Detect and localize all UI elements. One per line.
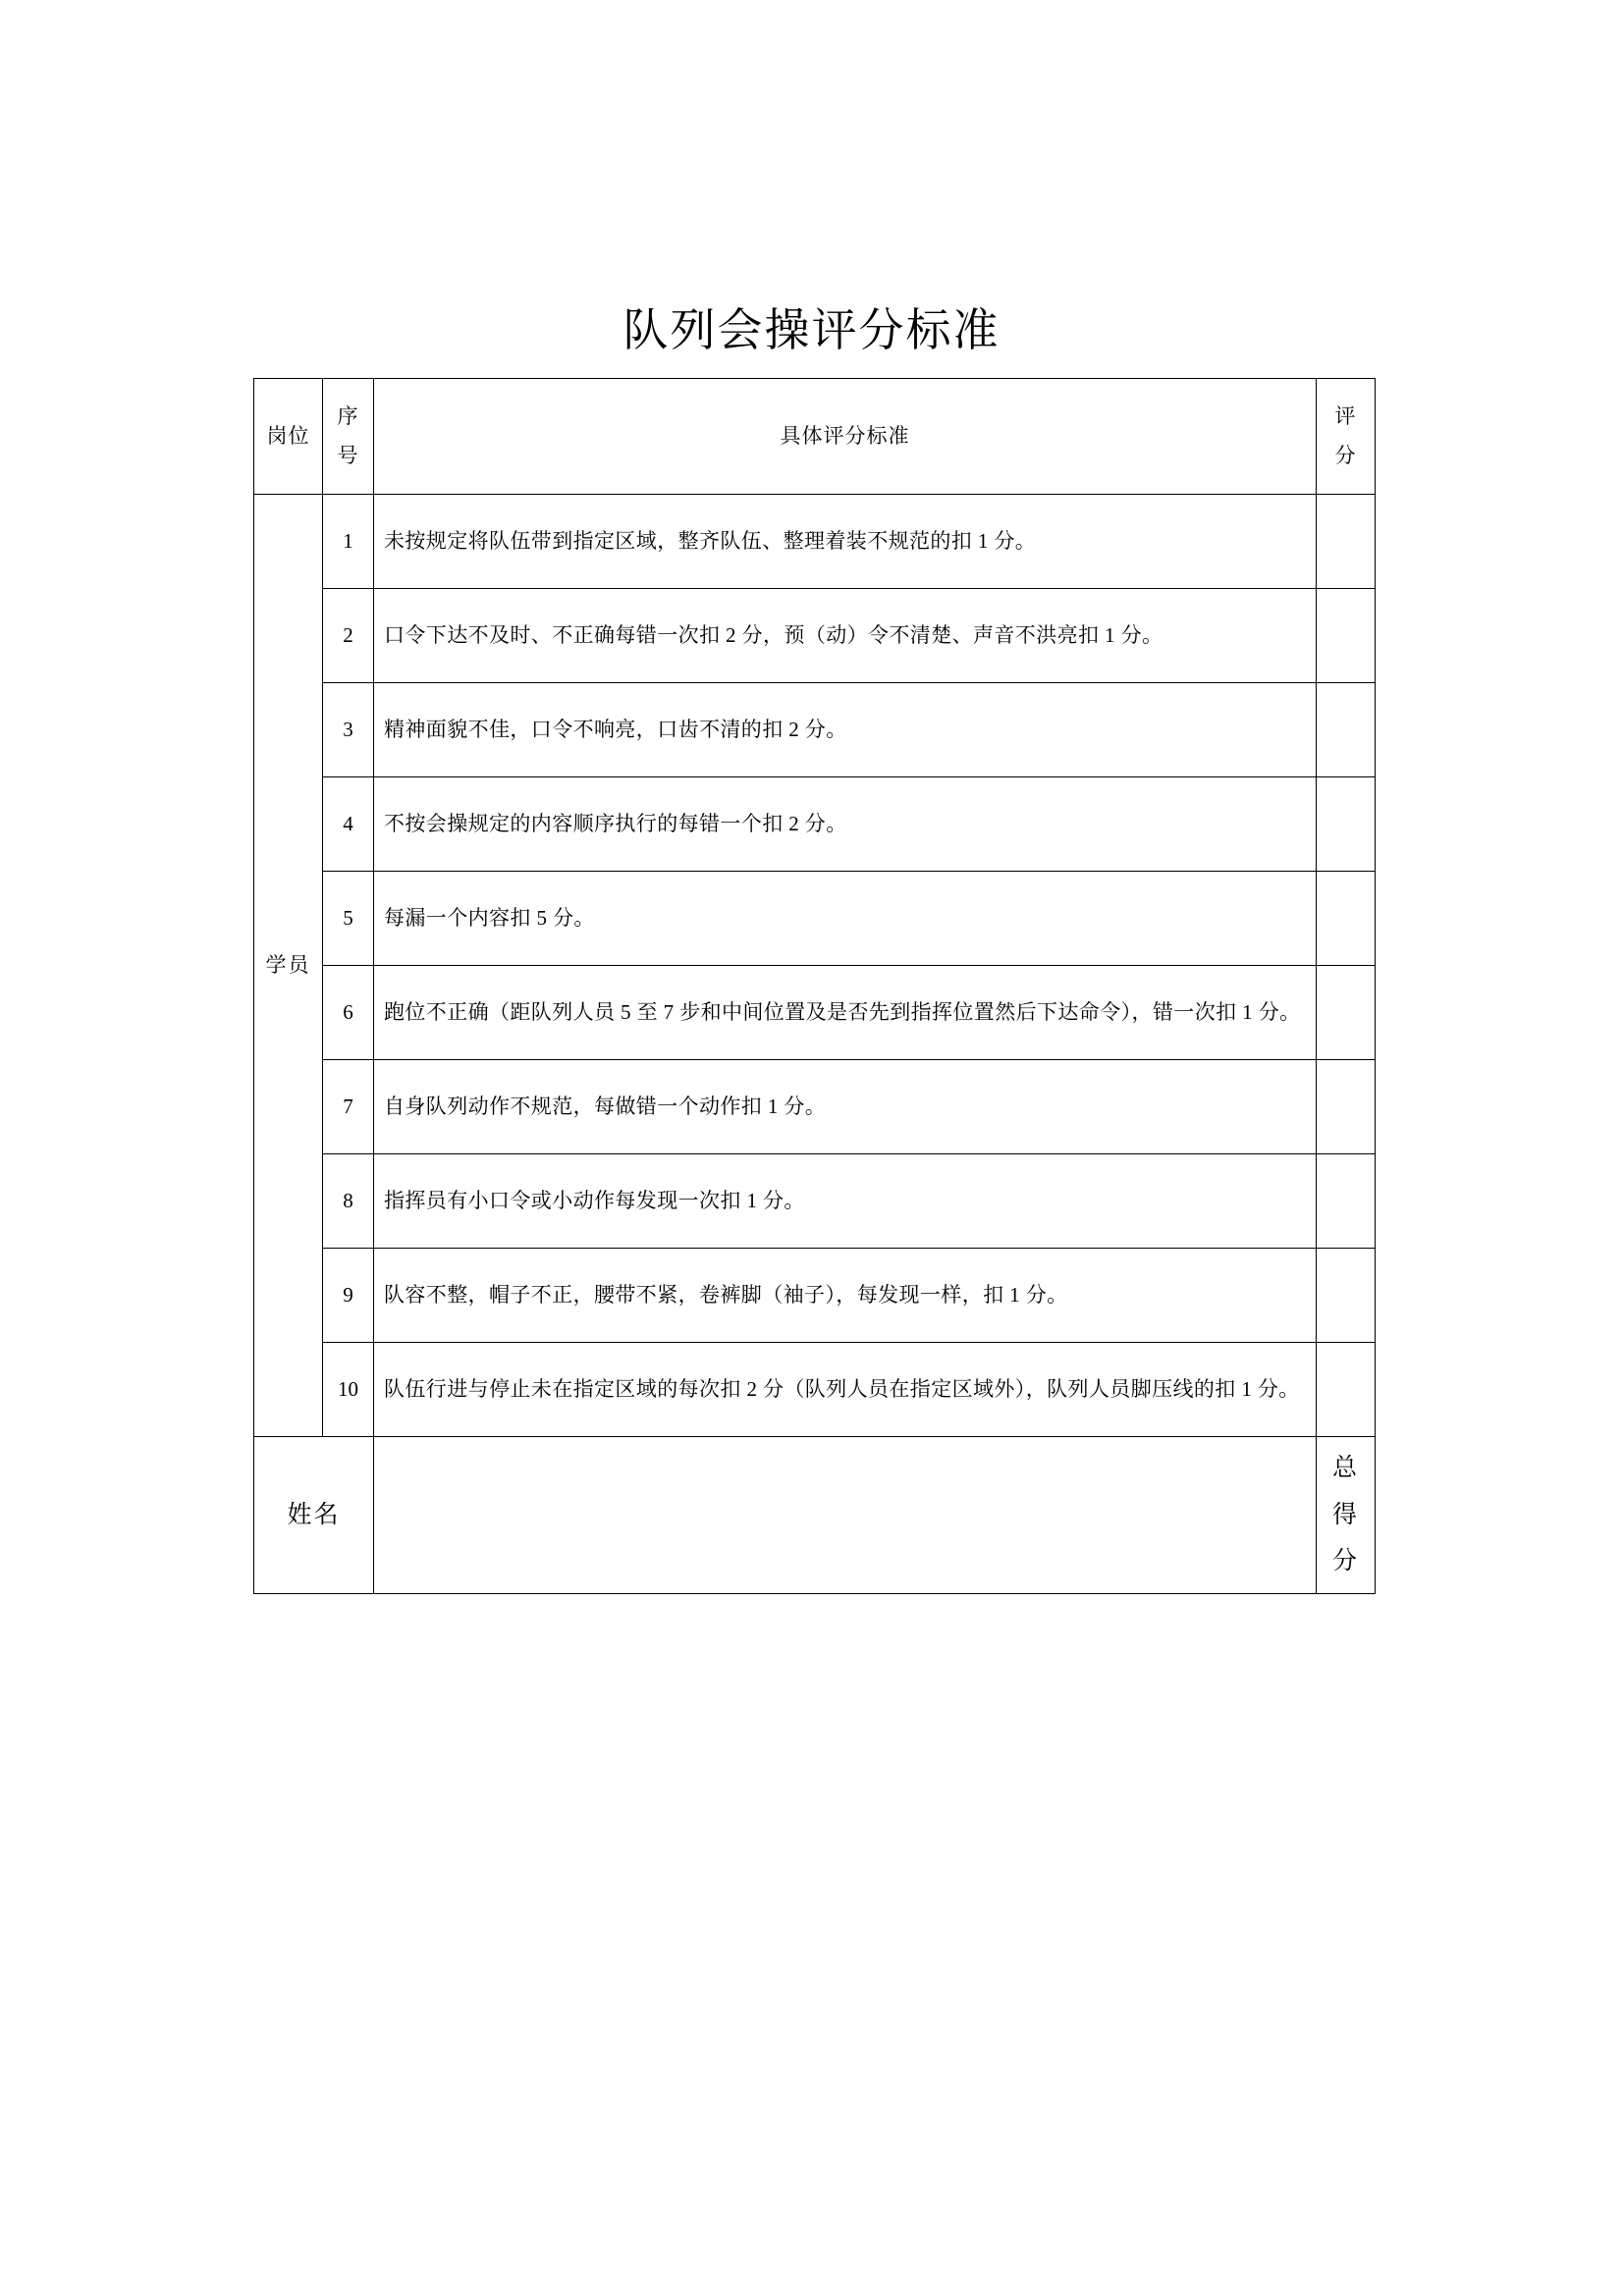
table-row: [254, 683, 1376, 777]
total-label: 总得分: [1317, 1437, 1376, 1594]
row-score[interactable]: [1317, 1343, 1376, 1437]
row-score[interactable]: [1317, 1060, 1376, 1154]
row-score[interactable]: [1317, 872, 1376, 966]
row-criteria: 未按规定将队伍带到指定区域，整齐队伍、整理着装不规范的扣 1 分。: [374, 495, 1317, 589]
row-score[interactable]: [1317, 966, 1376, 1060]
row-index: 6: [323, 966, 374, 1060]
row-index: 3: [323, 683, 374, 777]
header-score: 评分: [1317, 379, 1376, 495]
row-index: 7: [323, 1060, 374, 1154]
row-criteria: 口令下达不及时、不正确每错一次扣 2 分，预（动）令不清楚、声音不洪亮扣 1 分。: [374, 589, 1317, 683]
row-index: 8: [323, 1154, 374, 1249]
header-criteria: 具体评分标准: [374, 379, 1317, 495]
name-label: 姓名: [254, 1437, 374, 1594]
row-criteria: 自身队列动作不规范，每做错一个动作扣 1 分。: [374, 1060, 1317, 1154]
row-index: 9: [323, 1249, 374, 1343]
row-index: 2: [323, 589, 374, 683]
scoring-table: [253, 378, 1376, 1594]
scoring-table-container: [253, 378, 1375, 1594]
row-criteria: 队容不整，帽子不正，腰带不紧，卷裤脚（袖子），每发现一样，扣 1 分。: [374, 1249, 1317, 1343]
table-row: [254, 777, 1376, 872]
table-header-row: [254, 379, 1376, 495]
table-row: [254, 872, 1376, 966]
row-score[interactable]: [1317, 589, 1376, 683]
table-row: [254, 1154, 1376, 1249]
row-score[interactable]: [1317, 683, 1376, 777]
table-row: [254, 589, 1376, 683]
row-index: 4: [323, 777, 374, 872]
row-criteria: 队伍行进与停止未在指定区域的每次扣 2 分（队列人员在指定区域外），队列人员脚压线的扣 1 分。: [374, 1343, 1317, 1437]
row-score[interactable]: [1317, 777, 1376, 872]
row-index: 5: [323, 872, 374, 966]
row-criteria: 跑位不正确（距队列人员 5 至 7 步和中间位置及是否先到指挥位置然后下达命令），错一次扣 1 分。: [374, 966, 1317, 1060]
row-score[interactable]: [1317, 495, 1376, 589]
table-row: [254, 966, 1376, 1060]
table-row: [254, 495, 1376, 589]
page-title: 队列会操评分标准: [622, 304, 1001, 355]
row-criteria: 指挥员有小口令或小动作每发现一次扣 1 分。: [374, 1154, 1317, 1249]
header-index: 序号: [323, 379, 374, 495]
row-index: 10: [323, 1343, 374, 1437]
header-post: 岗位: [254, 379, 323, 495]
table-row: [254, 1060, 1376, 1154]
row-criteria: 每漏一个内容扣 5 分。: [374, 872, 1317, 966]
table-row: [254, 1249, 1376, 1343]
post-label-cell: 学员: [254, 495, 323, 1437]
row-score[interactable]: [1317, 1249, 1376, 1343]
row-criteria: 精神面貌不佳，口令不响亮，口齿不清的扣 2 分。: [374, 683, 1317, 777]
table-footer-row: [254, 1437, 1376, 1594]
row-index: 1: [323, 495, 374, 589]
row-score[interactable]: [1317, 1154, 1376, 1249]
row-criteria: 不按会操规定的内容顺序执行的每错一个扣 2 分。: [374, 777, 1317, 872]
name-value[interactable]: [374, 1437, 1317, 1594]
table-row: [254, 1343, 1376, 1437]
